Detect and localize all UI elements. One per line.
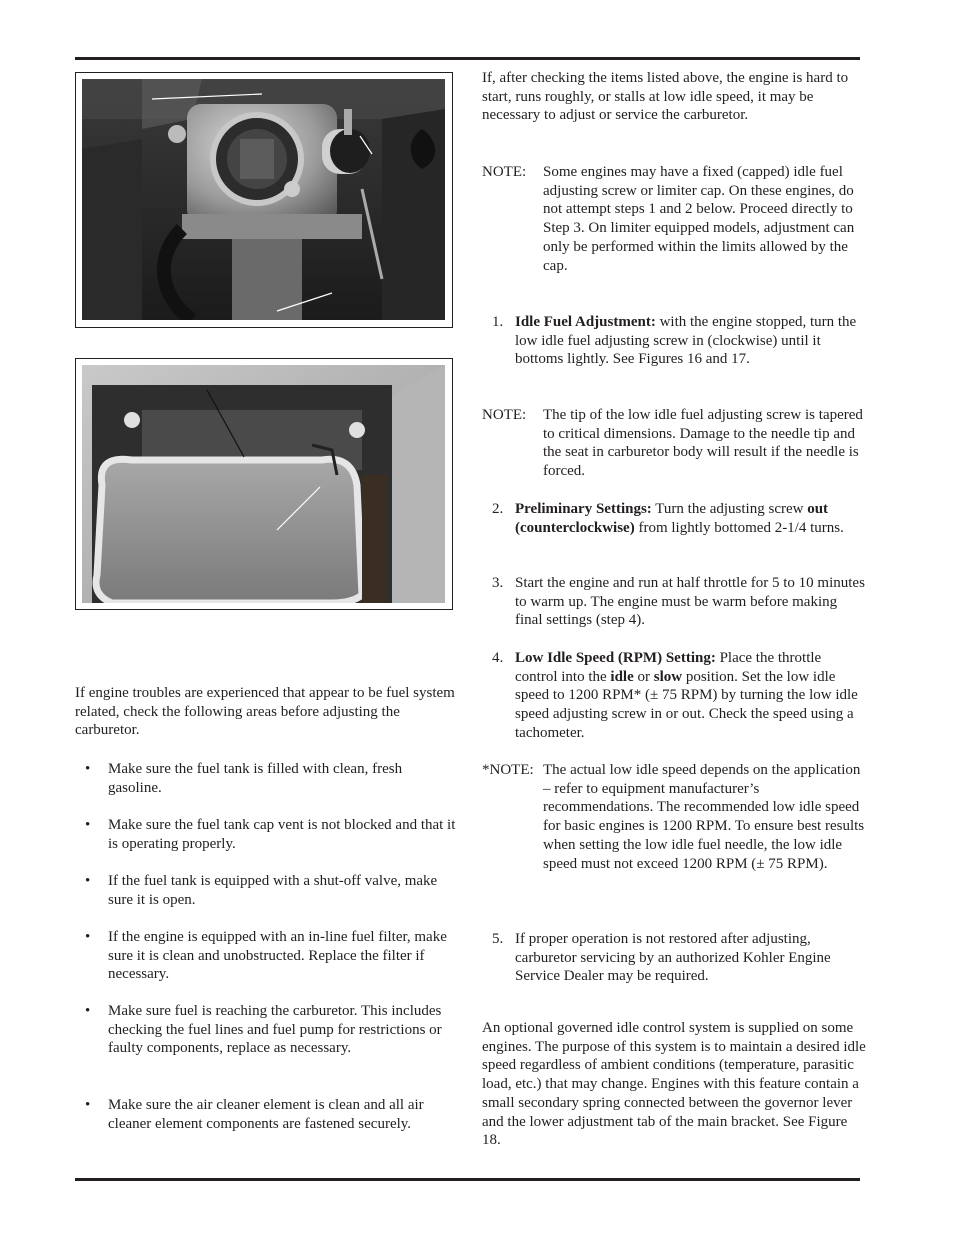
- list-item: • Make sure fuel is reaching the carburetor. This includes checking the fuel lines and fuel pump for restrictions or faulty components, replace as necessary.: [85, 1003, 442, 1057]
- list-item: • Make sure the fuel tank is filled with clean, fresh gasoline.: [85, 761, 403, 796]
- step-low-idle-speed: 4. Low Idle Speed (RPM) Setting: Place the throttle control into the idle or slow position. Set the low idle speed to 1200 RPM* (± 75 RPM) by turning the low idle speed adjusting screw in or out. Check the speed using a tachometer.: [492, 650, 858, 741]
- governed-idle-paragraph: An optional governed idle control system is supplied on some engines. The purpose of this system is to maintain a desired idle speed regardless of ambient conditions (temperature, parasitic load, etc.) that may change. Engines with this feature contain a small secondary spring connected between the governor lever and the lower adjustment tab of the main bracket. See Figure 18.: [482, 1020, 866, 1149]
- note-idle-speed: *NOTE: The actual low idle speed depends on the application – refer to equipment manufacturer’s recommendations. The recommended low idle speed for basic engines is 1200 RPM. To ensure best results when setting the low idle fuel needle, the low idle speed must not exceed 1200 RPM (± 75 RPM).: [482, 762, 865, 872]
- step-carburetor-servicing: 5. If proper operation is not restored after adjusting, carburetor servicing by an authorized Kohler Engine Service Dealer may be required.: [492, 931, 831, 985]
- fuel-system-intro: If engine troubles are experienced that appear to be fuel system related, check the following areas before adjusting the carburetor.: [75, 685, 455, 739]
- bullet-glyph: •: [85, 1003, 91, 1019]
- step-idle-fuel-adjustment: 1. Idle Fuel Adjustment: with the engine stopped, turn the low idle fuel adjusting screw in (clockwise) until it bottoms lightly. See Figures 16 and 17.: [492, 314, 857, 368]
- list-item: • Make sure the fuel tank cap vent is not blocked and that it is operating properly.: [85, 817, 456, 852]
- bullet-glyph: •: [85, 1097, 91, 1113]
- step-number: 2.: [492, 501, 504, 517]
- step-warm-up: 3. Start the engine and run at half throttle for 5 to 10 minutes to warm up. The engine must be warm before making final settings (step 4).: [492, 575, 865, 629]
- step-number: 5.: [492, 931, 504, 947]
- step-heading: Preliminary Settings:: [515, 501, 652, 517]
- step-heading: Low Idle Speed (RPM) Setting:: [515, 650, 716, 666]
- list-item: • Make sure the air cleaner element is clean and all air cleaner element components are fastened securely.: [85, 1097, 424, 1132]
- step-number: 1.: [492, 314, 504, 330]
- bullet-glyph: •: [85, 817, 91, 833]
- note-label: NOTE:: [482, 164, 527, 180]
- step-number: 3.: [492, 575, 504, 591]
- bullet-glyph: •: [85, 761, 91, 777]
- note-tapered-tip: NOTE: The tip of the low idle fuel adjusting screw is tapered to critical dimensions. Damage to the needle tip and the seat in carburetor body will result if the needle is forced.: [482, 407, 863, 480]
- note-label: NOTE:: [482, 407, 527, 423]
- bullet-glyph: •: [85, 873, 91, 889]
- note-label: *NOTE:: [482, 762, 534, 778]
- carburetor-illustration: [82, 79, 445, 320]
- step-number: 4.: [492, 650, 504, 666]
- note-capped-screw: NOTE: Some engines may have a fixed (capped) idle fuel adjusting screw or limiter cap. On these engines, do not attempt steps 1 and 2 below. Proceed directly to Step 3. On limiter equipped models, adjustment can only be performed within the limits allowed by the cap.: [482, 164, 855, 274]
- step-heading: Idle Fuel Adjustment:: [515, 314, 656, 330]
- list-item: • If the fuel tank is equipped with a shut-off valve, make sure it is open.: [85, 873, 438, 908]
- carburetor-adjust-intro: If, after checking the items listed above, the engine is hard to start, runs roughly, or stalls at low idle speed, it may be necessary to adjust or service the carburetor.: [482, 70, 849, 124]
- bullet-glyph: •: [85, 929, 91, 945]
- top-rule: [75, 57, 860, 60]
- carburetor-photo: [75, 72, 453, 328]
- step-preliminary-settings: 2. Preliminary Settings: Turn the adjusting screw out (counterclockwise) from lightly bottomed 2-1/4 turns.: [492, 501, 844, 536]
- bottom-rule: [75, 1178, 860, 1181]
- air-cleaner-illustration: [82, 365, 445, 603]
- air-cleaner-photo: [75, 358, 453, 610]
- list-item: • If the engine is equipped with an in-line fuel filter, make sure it is clean and unobstructed. Replace the filter if necessary.: [85, 929, 447, 983]
